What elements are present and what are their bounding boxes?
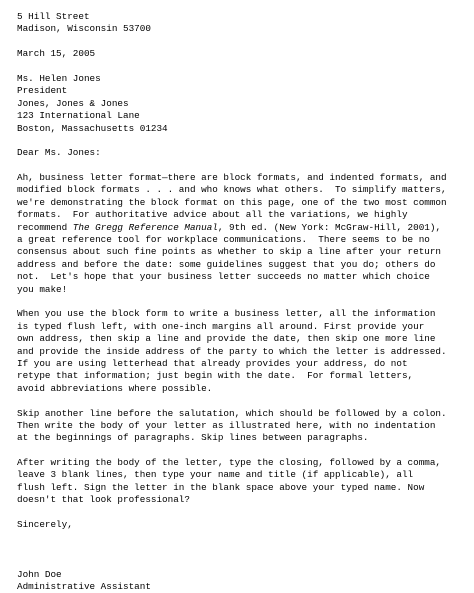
- sender-city-line: Madison, Wisconsin 53700: [17, 23, 151, 35]
- body-line: formats. For authoritative advice about all the variations, we highly: [17, 209, 408, 221]
- signer-name: John Doe: [17, 568, 62, 580]
- body-line: avoid abbreviations where possible.: [17, 382, 213, 394]
- recipient-company: Jones, Jones & Jones: [17, 97, 129, 109]
- body-line: Ah, business letter format—there are block formats, and indented formats, and: [17, 172, 447, 184]
- body-paragraph: [17, 308, 467, 395]
- body-paragraph: [17, 457, 467, 507]
- body-line: doesn't that look professional?: [17, 494, 190, 506]
- body-line: own address, then skip a line and provide the date, then skip one more line: [17, 333, 436, 345]
- body-line: When you use the block form to write a business letter, all the information: [17, 308, 436, 320]
- body-line: leave 3 blank lines, then type your name and title (if applicable), all: [17, 469, 414, 481]
- body-line: is typed flush left, with one-inch margins all around. First provide your: [17, 320, 425, 332]
- salutation-text: Dear Ms. Jones:: [17, 147, 101, 159]
- recipient-city-line: Boston, Massachusetts 01234: [17, 122, 168, 134]
- inside-address: [17, 73, 467, 135]
- body-line: flush left. Sign the letter in the blank space above your typed name. Now: [17, 481, 425, 493]
- signer-title: Administrative Assistant: [17, 580, 151, 592]
- recipient-title: President: [17, 85, 68, 97]
- body-line: recommend The Gregg Reference Manual, 9th ed. (New York: McGraw-Hill, 2001),: [17, 221, 442, 233]
- signature-space: [17, 531, 467, 568]
- body-line: at the beginnings of paragraphs. Skip lines between paragraphs.: [17, 432, 369, 444]
- body-line: and provide the inside address of the party to which the letter is addressed.: [17, 345, 447, 357]
- body-line: retype that information; just begin with the date. For formal letters,: [17, 370, 414, 382]
- date-text: March 15, 2005: [17, 48, 96, 60]
- letter-date: [17, 48, 467, 60]
- sender-address: [17, 11, 467, 36]
- closing: [17, 519, 467, 531]
- body-line: Then write the body of your letter as illustrated here, with no indentation: [17, 419, 436, 431]
- recipient-street: 123 International Lane: [17, 110, 140, 122]
- body-line: not. Let's hope that your business letter succeeds no matter which choice: [17, 271, 430, 283]
- body-line: we're demonstrating the block format on this page, one of the two most common: [17, 196, 447, 208]
- business-letter: [17, 11, 467, 593]
- body-line: consensus about such fine points as whether to skip a line after your return: [17, 246, 442, 258]
- body-line: you make!: [17, 283, 68, 295]
- letter-body: [17, 172, 467, 507]
- body-line: a great reference tool for workplace communications. There seems to be no: [17, 234, 430, 246]
- body-paragraph: [17, 172, 467, 296]
- body-line: After writing the body of the letter, type the closing, followed by a comma,: [17, 457, 442, 469]
- body-line: address and before the date: some guidelines suggest that you do; others do: [17, 258, 436, 270]
- sender-street: 5 Hill Street: [17, 11, 90, 22]
- recipient-name: Ms. Helen Jones: [17, 72, 101, 84]
- body-paragraph: [17, 408, 467, 445]
- body-line: modified block formats . . . and who knows what others. To simplify matters,: [17, 184, 447, 196]
- body-line: Skip another line before the salutation, which should be followed by a colon.: [17, 407, 447, 419]
- signer-block: [17, 569, 467, 593]
- body-line: If you are using letterhead that already provides your address, do not: [17, 357, 408, 369]
- salutation: [17, 147, 467, 159]
- book-title: The Gregg Reference Manual: [72, 221, 218, 233]
- closing-text: Sincerely,: [17, 519, 73, 531]
